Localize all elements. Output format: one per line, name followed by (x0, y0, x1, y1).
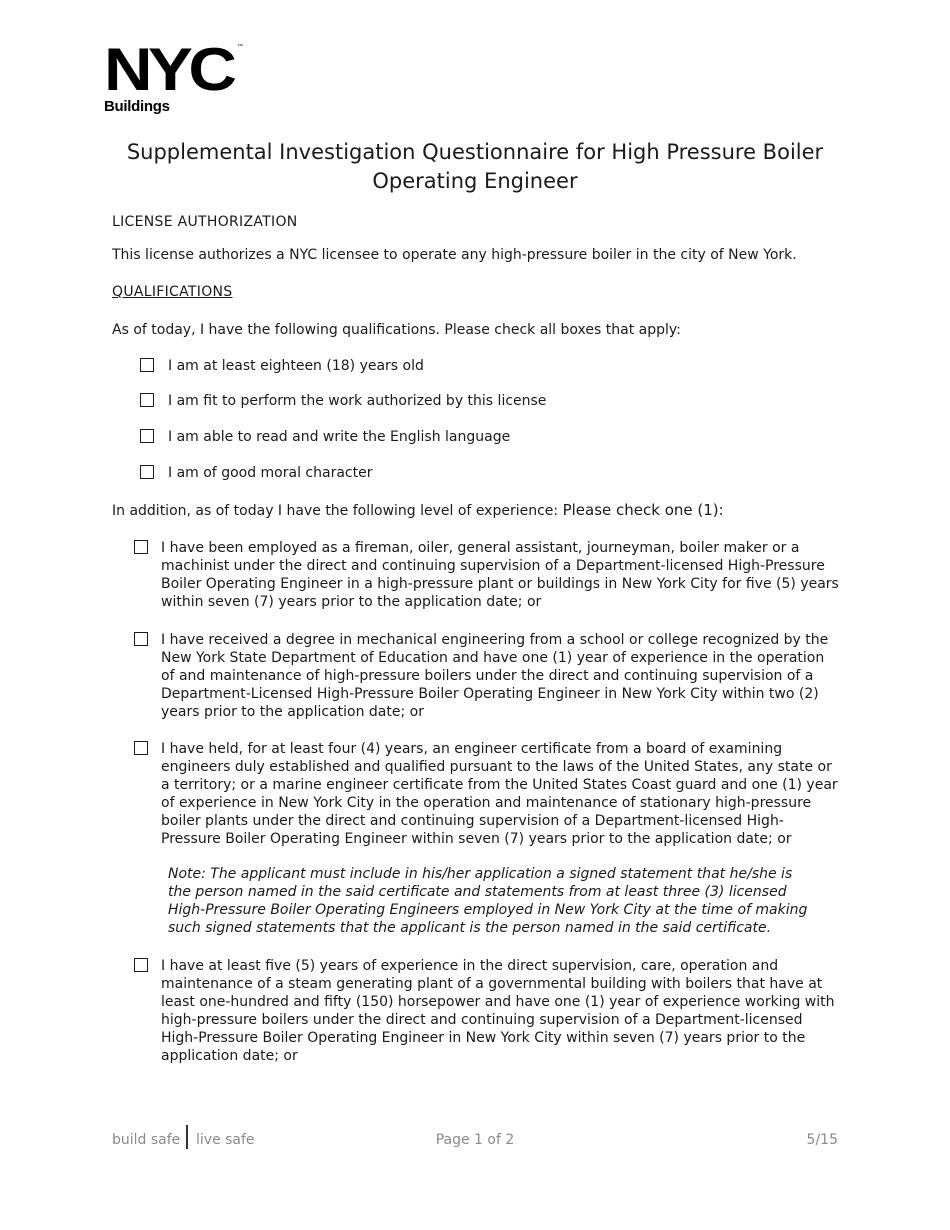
footer-page-label: Page 1 of 2 (435, 1132, 515, 1148)
nyc-buildings-logo (104, 36, 244, 118)
experience-label-certificate: I have held, for at least four (4) years, an engineer certificate from a board of examining engineers duly established and qualified pursuant to the laws of the United States, any state or a territory; or a marine engineer certificate from the United States Coast guard and one (1) year of experience in New York City in the operation and maintenance of stationary high-pressure boiler plants under the direct and continuing supervision of a Department-licensed High-Pressure Boiler Operating Engineer within seven (7) years prior to the application date; or (161, 741, 838, 847)
footer-slogan-left: build safe (112, 1132, 181, 1148)
experience-intro (112, 501, 724, 520)
experience-label-government: I have at least five (5) years of experience in the direct supervision, care, operation and maintenance of a steam generating plant of a governmental building with boilers that have at least one-hundred and fifty (150) horsepower and have one (1) year of experience working with high-pressure boilers under the direct and continuing supervision of a Department-licensed High-Pressure Boiler Operating Engineer in New York City within seven (7) years prior to the application date; or (161, 958, 835, 1064)
experience-intro-text: In addition, as of today I have the following level of experience: (112, 503, 563, 519)
qualification-checkbox-english[interactable] (140, 429, 154, 443)
footer-page-number: 5/15 (806, 1132, 838, 1148)
certificate-note: Note: The applicant must include in his/her application a signed statement that he/she is the person named in the said certificate and statements from at least three (3) licensed High-Pressure Boiler Operating Engineers employed in New York City at the time of making such signed statements that the applicant is the person named in the said certificate. (168, 866, 808, 936)
qualification-label-english: I am able to read and write the English language (168, 429, 511, 445)
experience-label-degree: I have received a degree in mechanical engineering from a school or college recognized by the New York State Department of Education and have one (1) year of experience in the operation of and maintenance of high-pressure boilers under the direct and continuing supervision of a Department-Licensed High-Pressure Boiler Operating Engineer in New York City within two (2) years prior to the application date; or (161, 632, 829, 720)
logo-wordmark: NYC (104, 36, 233, 103)
experience-checkbox-fireman[interactable] (134, 540, 148, 554)
experience-intro-instruction: Please check one (1): (562, 501, 724, 519)
footer-slogan-right: live safe (196, 1132, 255, 1148)
qualification-label-fitness: I am fit to perform the work authorized by this license (168, 393, 547, 409)
experience-checkbox-degree[interactable] (134, 632, 148, 646)
qualifications-intro: As of today, I have the following qualifications. Please check all boxes that apply: (112, 322, 681, 338)
experience-checkbox-certificate[interactable] (134, 741, 148, 755)
qualification-label-moral: I am of good moral character (168, 465, 373, 481)
experience-label-fireman: I have been employed as a fireman, oiler, general assistant, journeyman, boiler maker or a machinist under the direct and continuing supervision of a Department-licensed High-Pressure Boiler Operating Engineer in a high-pressure plant or buildings in New York City for five (5) years within seven (7) years prior to the application date; or (161, 540, 839, 610)
logo-trademark: ™ (237, 44, 243, 50)
qualification-checkbox-moral[interactable] (140, 465, 154, 479)
qualification-label-age: I am at least eighteen (18) years old (168, 358, 424, 374)
logo-subtitle: Buildings (104, 98, 170, 115)
qualifications-heading: QUALIFICATIONS (112, 284, 233, 300)
qualification-checkbox-fitness[interactable] (140, 393, 154, 407)
license-section-heading: LICENSE AUTHORIZATION (112, 214, 298, 230)
page-title: Supplemental Investigation Questionnaire for High Pressure Boiler Operating Engineer (126, 140, 824, 193)
qualification-checkbox-age[interactable] (140, 358, 154, 372)
license-section-text: This license authorizes a NYC licensee to operate any high-pressure boiler in the city of New York. (112, 247, 797, 263)
experience-checkbox-government[interactable] (134, 958, 148, 972)
